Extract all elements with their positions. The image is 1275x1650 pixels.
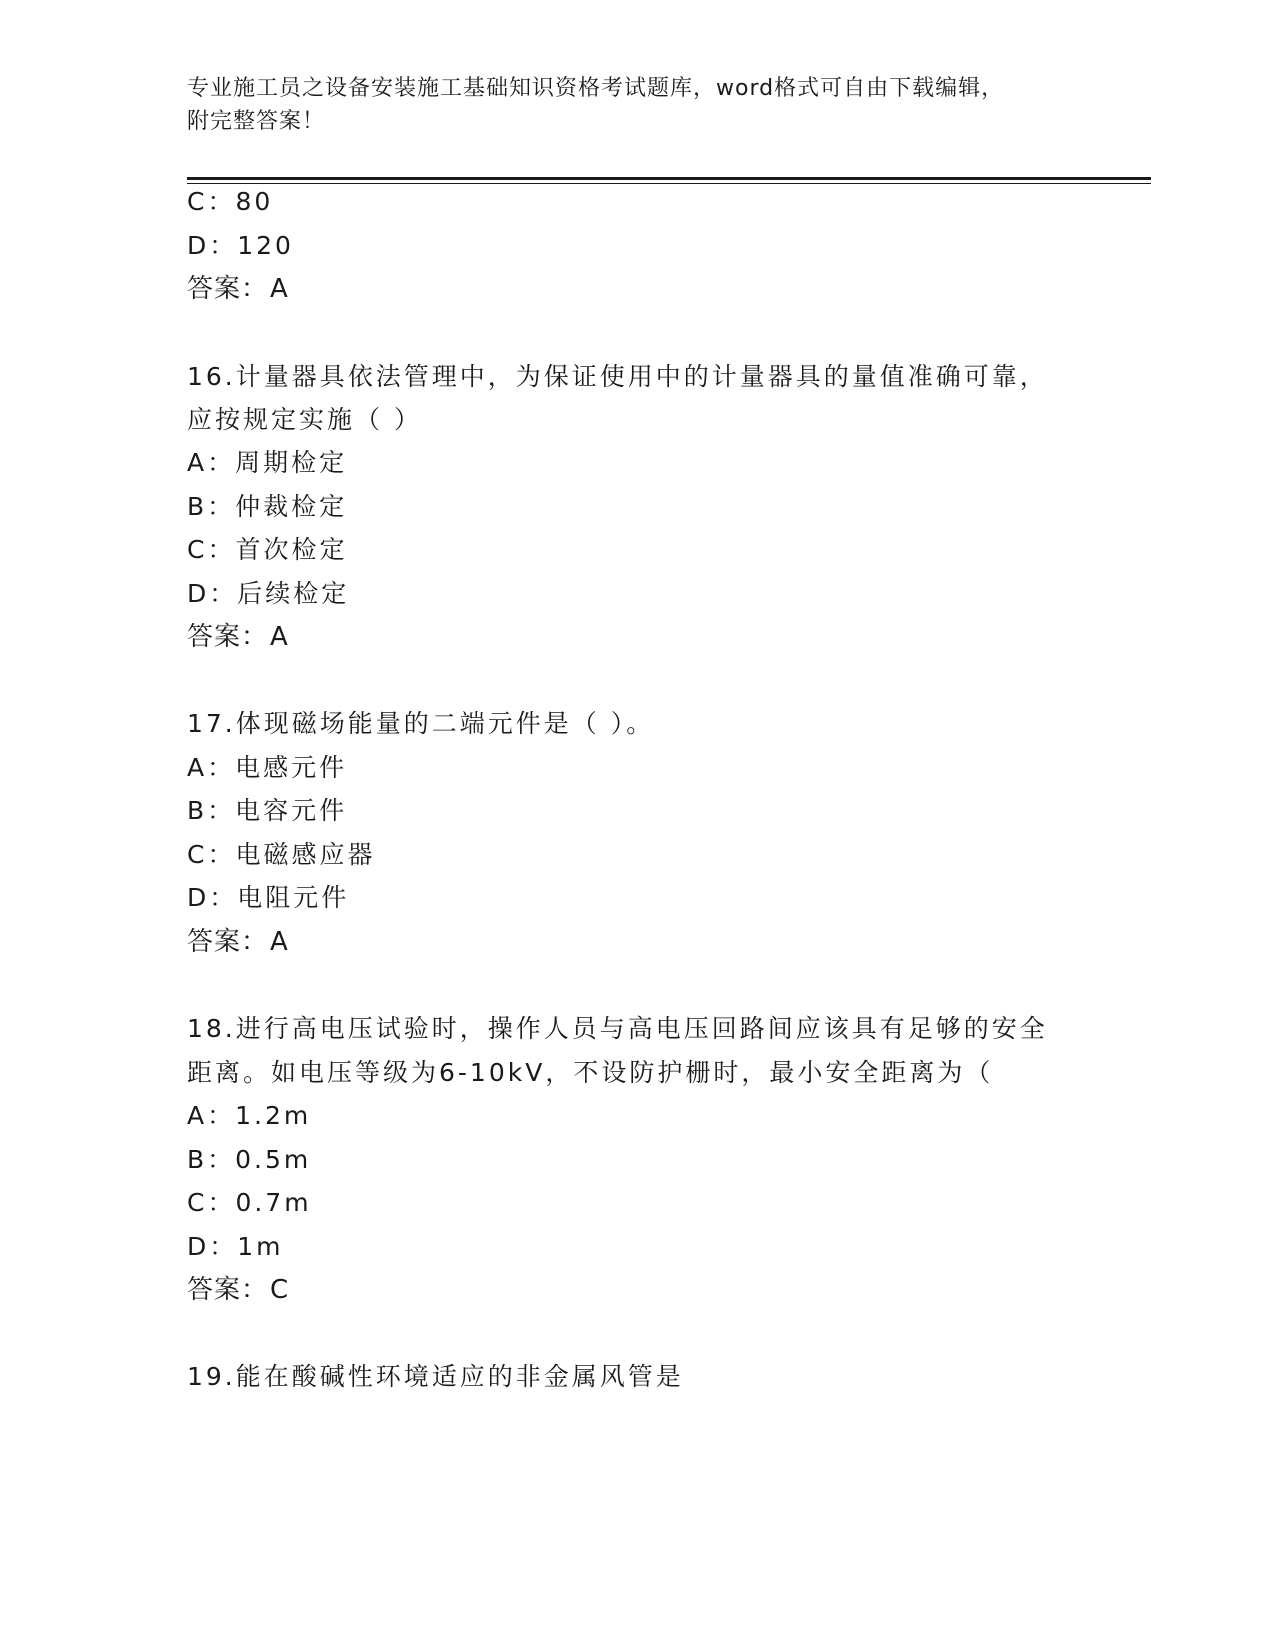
- q17-stem-line1: 17.体现磁场能量的二端元件是（ ）。: [187, 709, 655, 738]
- answer-value: A: [270, 927, 289, 957]
- answer-label: 答案：: [187, 927, 269, 957]
- q16-option-d: D：后续检定: [187, 579, 350, 608]
- q17-option-a: A：电感元件: [187, 753, 348, 782]
- document-header: [187, 72, 1087, 138]
- q18-option-b: B：0.5m: [187, 1145, 312, 1174]
- answer-label: 答案：: [187, 622, 269, 652]
- q18-option-c: C：0.7m: [187, 1188, 312, 1217]
- answer-label: 答案：: [187, 1275, 269, 1305]
- q17-option-c: C：电磁感应器: [187, 840, 376, 869]
- q17-option-b: B：电容元件: [187, 796, 348, 825]
- q17-answer: [187, 926, 289, 958]
- q15-answer: [187, 273, 289, 305]
- q16-option-b: B：仲裁检定: [187, 492, 348, 521]
- answer-value: A: [270, 274, 289, 304]
- q16-stem-line2: 应按规定实施（ ）: [187, 405, 422, 434]
- answer-value: C: [270, 1275, 290, 1305]
- answer-label: 答案：: [187, 274, 269, 304]
- q18-option-d: D：1m: [187, 1232, 284, 1261]
- header-divider-thin: [187, 183, 1151, 184]
- q16-option-c: C：首次检定: [187, 535, 348, 564]
- q16-stem-line1: 16.计量器具依法管理中，为保证使用中的计量器具的量值准确可靠，: [187, 362, 1048, 391]
- q17-option-d: D：电阻元件: [187, 883, 350, 912]
- header-title-line1: 专业施工员之设备安装施工基础知识资格考试题库，word格式可自由下载编辑，: [187, 76, 1005, 101]
- header-divider-thick: [187, 177, 1151, 180]
- q16-answer: [187, 621, 289, 653]
- q18-stem-line2: 距离。如电压等级为6-10kV，不设防护栅时，最小安全距离为（: [187, 1058, 994, 1087]
- q16-option-a: A：周期检定: [187, 448, 348, 477]
- q18-option-a: A：1.2m: [187, 1101, 312, 1130]
- q18-answer: [187, 1274, 289, 1306]
- q19-stem-line1: 19.能在酸碱性环境适应的非金属风管是: [187, 1362, 684, 1391]
- q15-option-c: C：80: [187, 187, 274, 216]
- answer-value: A: [270, 622, 289, 652]
- q15-option-d: D：120: [187, 231, 294, 260]
- q18-stem-line1: 18.进行高电压试验时，操作人员与高电压回路间应该具有足够的安全: [187, 1014, 1048, 1043]
- header-title-line2: 附完整答案！: [187, 109, 326, 134]
